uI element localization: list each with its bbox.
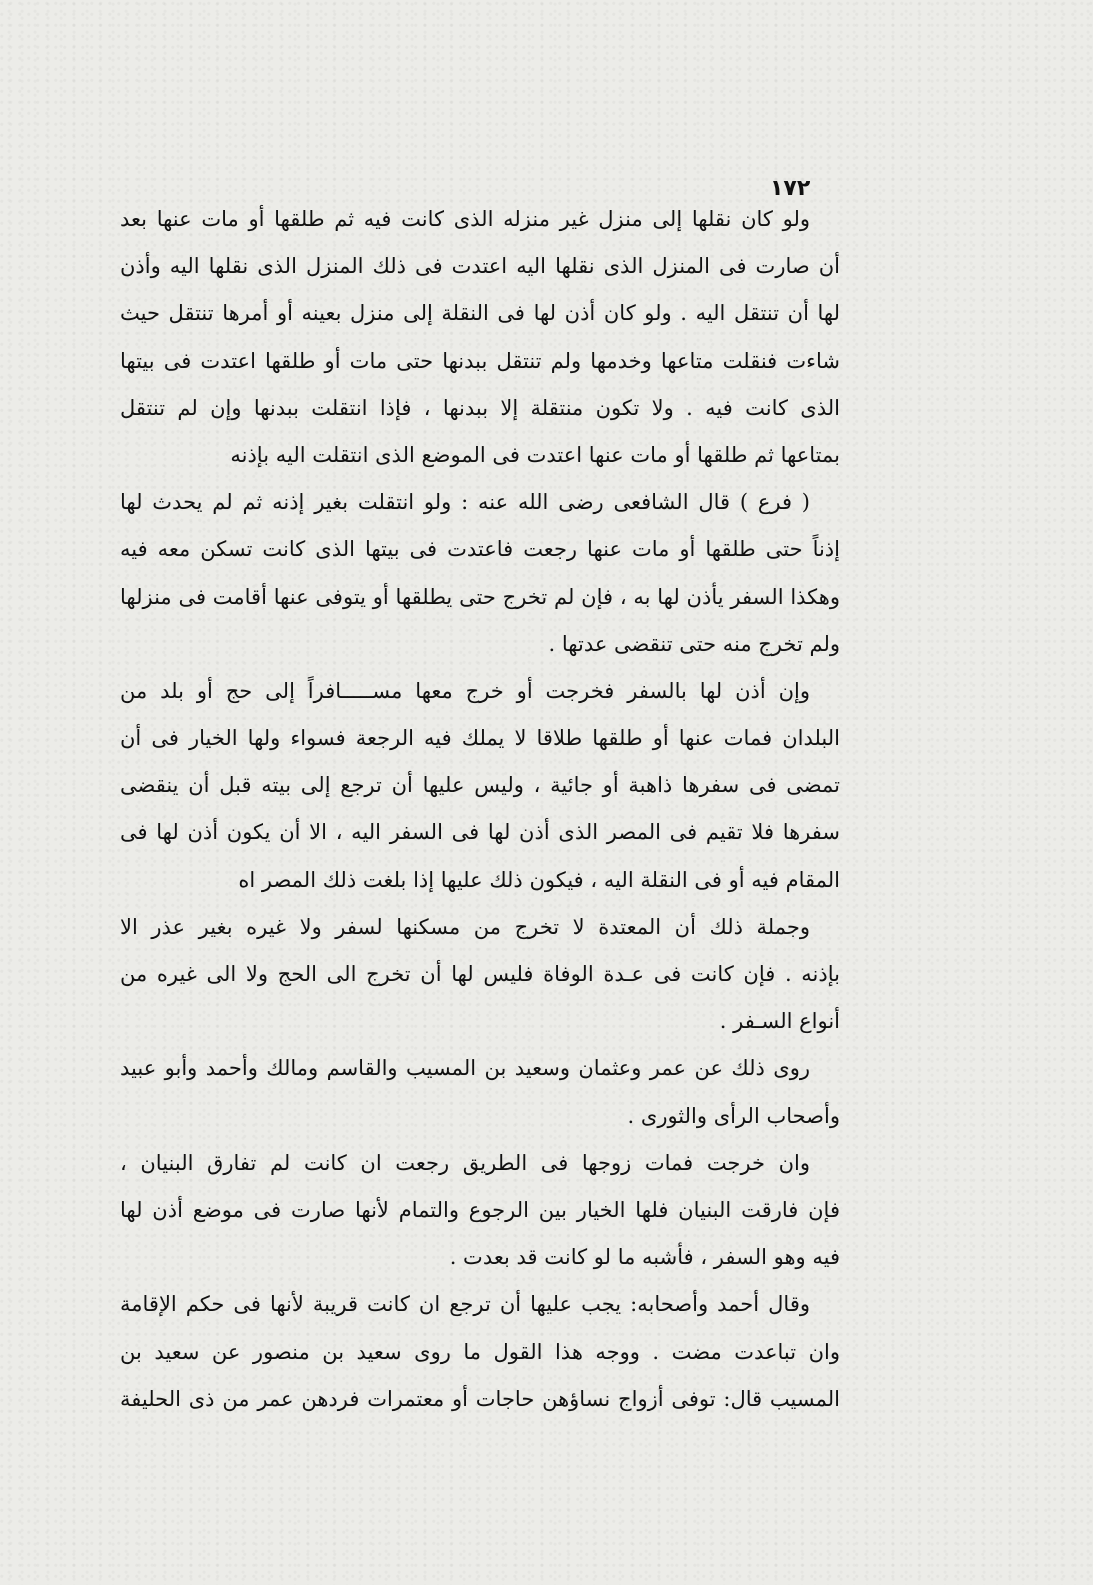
text-line: فإن فارقت البنيان فلها الخيار بين الرجوع والتمام لأنها صارت فى موضع أذن لها: [120, 1197, 840, 1222]
text-line: بإذنه . فإن كانت فى عـدة الوفاة فليس لها أن تخرج الى الحج ولا الى غيره من: [120, 962, 840, 986]
text-line: ولو كان نقلها إلى منزل غير منزله الذى كانت فيه ثم طلقها أو مات عنها بعد: [120, 207, 810, 231]
text-line: بمتاعها ثم طلقها أو مات عنها اعتدت فى الموضع الذى انتقلت اليه بإذنه: [230, 442, 840, 467]
text-line: تمضى فى سفرها ذاهبة أو جائية ، وليس عليها أن ترجع إلى بيته قبل أن ينقضى: [120, 773, 840, 798]
text-line: سفرها فلا تقيم فى المصر الذى أذن لها فى السفر اليه ، الا أن يكون أذن لها فى: [120, 820, 840, 845]
text-line: وهكذا السفر يأذن لها به ، فإن لم تخرج حتى يطلقها أو يتوفى عنها أقامت فى منزلها: [120, 584, 840, 609]
text-line: ( فرع ) قال الشافعى رضى الله عنه : ولو انتقلت بغير إذنه ثم لم يحدث لها: [120, 490, 810, 515]
text-line: الذى كانت فيه . ولا تكون منتقلة إلا ببدنها ، فإذا انتقلت ببدنها وإن لم تنتقل: [120, 395, 840, 420]
text-line: المسيب قال: توفى أزواج نساؤهن حاجات أو معتمرات فردهن عمر من ذى الحليفة: [120, 1386, 840, 1411]
text-line: وإن أذن لها بالسفر فخرجت أو خرج معها مســـــافراً إلى حج أو بلد من: [120, 678, 810, 703]
text-line: إذناً حتى طلقها أو مات عنها رجعت فاعتدت فى بيتها الذى كانت تسكن معه فيه: [120, 537, 840, 562]
text-line: أنواع السـفر .: [719, 1009, 840, 1034]
text-line: شاءت فنقلت متاعها وخدمها ولم تنتقل ببدنها حتى مات أو طلقها اعتدت فى بيتها: [120, 348, 840, 373]
text-line: وقال أحمد وأصحابه: يجب عليها أن ترجع ان كانت قريبة لأنها فى حكم الإقامة: [120, 1292, 810, 1317]
text-line: وان تباعدت مضت . ووجه هذا القول ما روى سعيد بن منصور عن سعيد بن: [120, 1339, 840, 1364]
text-line: لها أن تنتقل اليه . ولو كان أذن لها فى النقلة إلى منزل بعينه أو أمرها تنتقل حيث: [120, 301, 840, 326]
text-line: فيه وهو السفر ، فأشبه ما لو كانت قد بعدت .: [449, 1245, 840, 1270]
text-line: البلدان فمات عنها أو طلقها طلاقا لا يملك فيه الرجعة فسواء ولها الخيار فى أن: [120, 726, 840, 751]
text-line: وان خرجت فمات زوجها فى الطريق رجعت ان كانت لم تفارق البنيان ،: [120, 1150, 810, 1175]
text-line: ولم تخرج منه حتى تنقضى عدتها .: [548, 631, 840, 656]
text-line: أن صارت فى المنزل الذى نقلها اليه اعتدت فى ذلك المنزل الذى نقلها اليه وأذن: [120, 254, 840, 279]
text-line: وجملة ذلك أن المعتدة لا تخرج من مسكنها لسفر ولا غيره بغير عذر الا: [120, 914, 810, 939]
body-text: [120, 196, 840, 1423]
page-number: ١٧٢: [770, 176, 811, 201]
text-line: وأصحاب الرأى والثورى .: [627, 1103, 840, 1128]
text-line: روى ذلك عن عمر وعثمان وسعيد بن المسيب والقاسم ومالك وأحمد وأبو عبيد: [120, 1056, 810, 1081]
text-line: المقام فيه أو فى النقلة اليه ، فيكون ذلك عليها إذا بلغت ذلك المصر اه: [238, 867, 840, 892]
